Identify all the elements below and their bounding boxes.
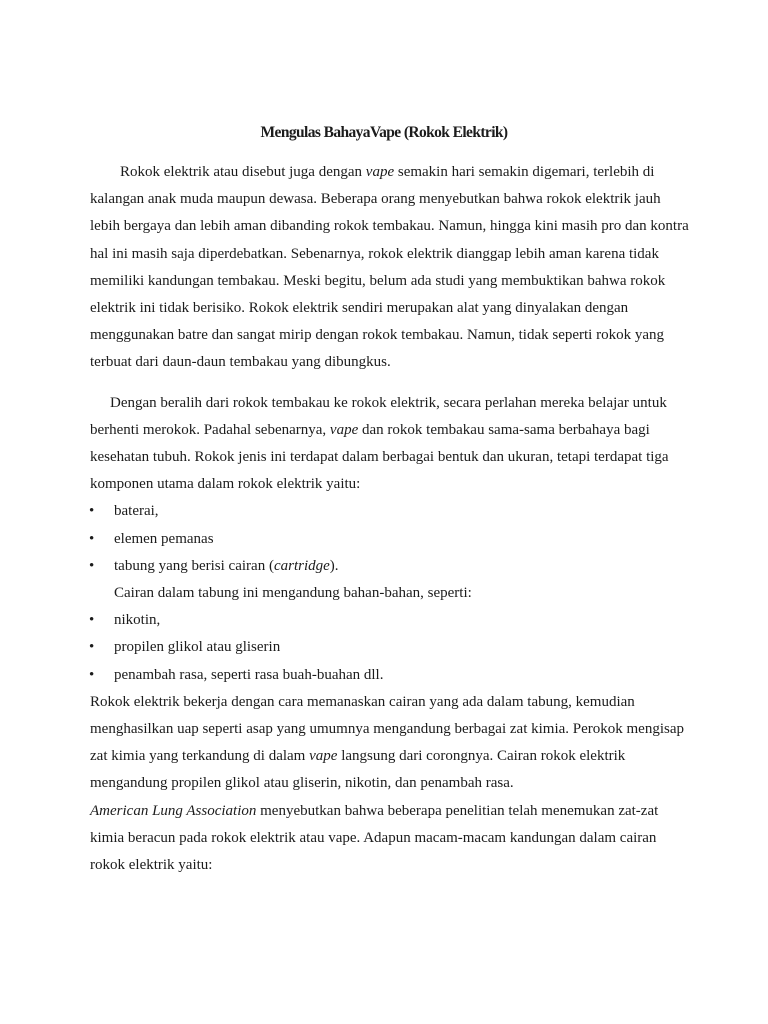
paragraph-text: Rokok elektrik atau disebut juga dengan bbox=[120, 164, 366, 180]
italic-term: vape bbox=[365, 164, 395, 180]
document-title: Mengulas BahayaVape (Rokok Elektrik) bbox=[260, 124, 508, 141]
list-item bbox=[90, 607, 690, 634]
paragraph-text: menyebutkan bahwa beberapa penelitian telah menemukan zat-zat kimia beracun pada rokok elektrik atau vape. Adapun macam-macam kandungan dalam cairan rokok elektrik yaitu: bbox=[90, 802, 659, 874]
paragraph-ala bbox=[90, 798, 690, 880]
list-item bbox=[90, 662, 690, 689]
bullet-icon: • bbox=[89, 503, 95, 520]
bullet-icon: • bbox=[89, 557, 95, 574]
italic-term: cartridge bbox=[273, 557, 330, 574]
list-item-text: penambah rasa, seperti rasa buah-buahan dll. bbox=[114, 666, 384, 683]
bullet-icon: • bbox=[89, 639, 95, 656]
paragraph-mechanism bbox=[90, 689, 690, 798]
paragraph-text: semakin hari semakin digemari, terlebih di kalangan anak muda maupun dewasa. Beberapa orang menyebutkan bahwa rokok elektrik jauh lebih bergaya dan lebih aman dibanding rokok tembakau. Namun, hingga kini masih pro dan kontra hal ini masih saja diperdebatkan. Sebenarnya, rokok elektrik dianggap lebih aman karena tidak memiliki kandungan tembakau. Meski begitu, belum ada studi yang membuktikan bahwa rokok elektrik ini tidak berisiko. Rokok elektrik sendiri merupakan alat yang dinyalakan dengan menggunakan batre dan sangat mirip dengan rokok tembakau. Namun, tidak seperti rokok yang terbuat dari daun-daun tembakau yang dibungkus. bbox=[90, 164, 689, 371]
italic-term: American Lung Association bbox=[90, 802, 257, 819]
list-item bbox=[90, 498, 690, 525]
paragraph-switching bbox=[90, 390, 690, 499]
italic-term: vape bbox=[309, 748, 338, 765]
paragraph-text: dan rokok tembakau sama-sama berbahaya bagi kesehatan tubuh. Rokok jenis ini terdapat dalam berbagai bentuk dan ukuran, tetapi terdapat tiga komponen utama dalam rokok elektrik yaitu: bbox=[90, 421, 669, 493]
list-item bbox=[90, 553, 690, 580]
list-item-text: tabung yang berisi cairan ( bbox=[114, 557, 274, 574]
list-item bbox=[90, 526, 690, 553]
paragraph-text: langsung dari corongnya. Cairan rokok elektrik mengandung propilen glikol atau gliserin, nikotin, dan penambah rasa. bbox=[90, 748, 626, 792]
list-item-text: baterai, bbox=[114, 503, 159, 520]
ingredients-list bbox=[90, 607, 690, 689]
list-item bbox=[90, 634, 690, 661]
list-item-text: nikotin, bbox=[114, 612, 161, 629]
liquid-intro: Cairan dalam tabung ini mengandung bahan-bahan, seperti: bbox=[114, 585, 472, 602]
list-item-text: propilen glikol atau gliserin bbox=[114, 639, 281, 656]
paragraph-intro bbox=[90, 159, 690, 377]
bullet-icon: • bbox=[89, 612, 95, 629]
italic-term: vape bbox=[329, 421, 359, 438]
components-list bbox=[90, 498, 690, 580]
document-body bbox=[90, 159, 690, 879]
paragraph-text: Dengan beralih dari rokok tembakau ke rokok elektrik, secara perlahan mereka belajar untuk berhenti merokok. Padahal sebenarnya, bbox=[90, 394, 667, 438]
bullet-icon: • bbox=[89, 530, 95, 547]
paragraph-text: Rokok elektrik bekerja dengan cara memanaskan cairan yang ada dalam tabung, kemudian menghasilkan uap seperti asap yang umumnya mengandung berbagai zat kimia. Perokok mengisap zat kimia yang terkandung di dalam bbox=[90, 693, 685, 765]
bullet-icon: • bbox=[89, 666, 95, 683]
list-item-text: elemen pemanas bbox=[114, 530, 214, 547]
list-item-text: ). bbox=[329, 557, 339, 574]
